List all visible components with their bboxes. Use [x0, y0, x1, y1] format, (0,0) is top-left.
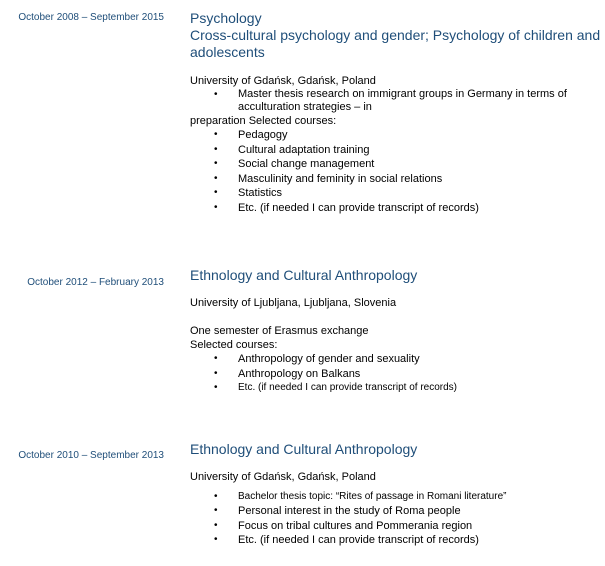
list-item: • Personal interest in the study of Roma people [190, 504, 602, 519]
list-item: • Anthropology of gender and sexuality [190, 352, 602, 367]
entry-subtitle: Cross-cultural psychology and gender; Psychology of children and adolescents [190, 27, 601, 60]
courses-intro: Selected courses: [190, 339, 278, 351]
entry-content [190, 441, 602, 548]
thesis-list [190, 88, 602, 114]
details-list [190, 490, 602, 548]
list-item: • Cultural adaptation training [190, 143, 602, 158]
exchange-note: One semester of Erasmus exchange [190, 325, 369, 337]
list-item: • Etc. (if needed I can provide transcript of records) [190, 533, 602, 548]
list-item: • Etc. (if needed I can provide transcript of records) [190, 201, 602, 216]
entry-date: October 2008 – September 2015 [18, 12, 164, 23]
list-item: • Bachelor thesis topic: “Rites of passage in Romani literature” [190, 490, 602, 504]
entry-title: Ethnology and Cultural Anthropology [190, 267, 418, 283]
courses-list [190, 128, 602, 215]
entry-content [190, 267, 602, 395]
entry-date: October 2012 – February 2013 [27, 277, 164, 288]
list-item: • Pedagogy [190, 128, 602, 143]
list-item: • Etc. (if needed I can provide transcript of records) [190, 381, 602, 395]
list-item: • Statistics [190, 186, 602, 201]
entry-title: Psychology [190, 10, 262, 26]
list-item: • Anthropology on Balkans [190, 367, 602, 382]
entry-institution: University of Gdańsk, Gdańsk, Poland [190, 471, 376, 483]
list-item: • Masculinity and feminity in social relations [190, 172, 602, 187]
courses-intro: preparation Selected courses: [190, 115, 337, 127]
entry-institution: University of Ljubljana, Ljubljana, Slovenia [190, 297, 397, 309]
list-item: • Master thesis research on immigrant groups in Germany in terms of acculturation strategies – in [190, 88, 602, 114]
entry-title: Ethnology and Cultural Anthropology [190, 441, 418, 457]
list-item: • Social change management [190, 157, 602, 172]
entry-date: October 2010 – September 2013 [18, 450, 164, 461]
entry-institution: University of Gdańsk, Gdańsk, Poland [190, 75, 376, 87]
entry-content [190, 10, 602, 215]
list-item: • Focus on tribal cultures and Pommerania region [190, 519, 602, 534]
courses-list [190, 352, 602, 395]
